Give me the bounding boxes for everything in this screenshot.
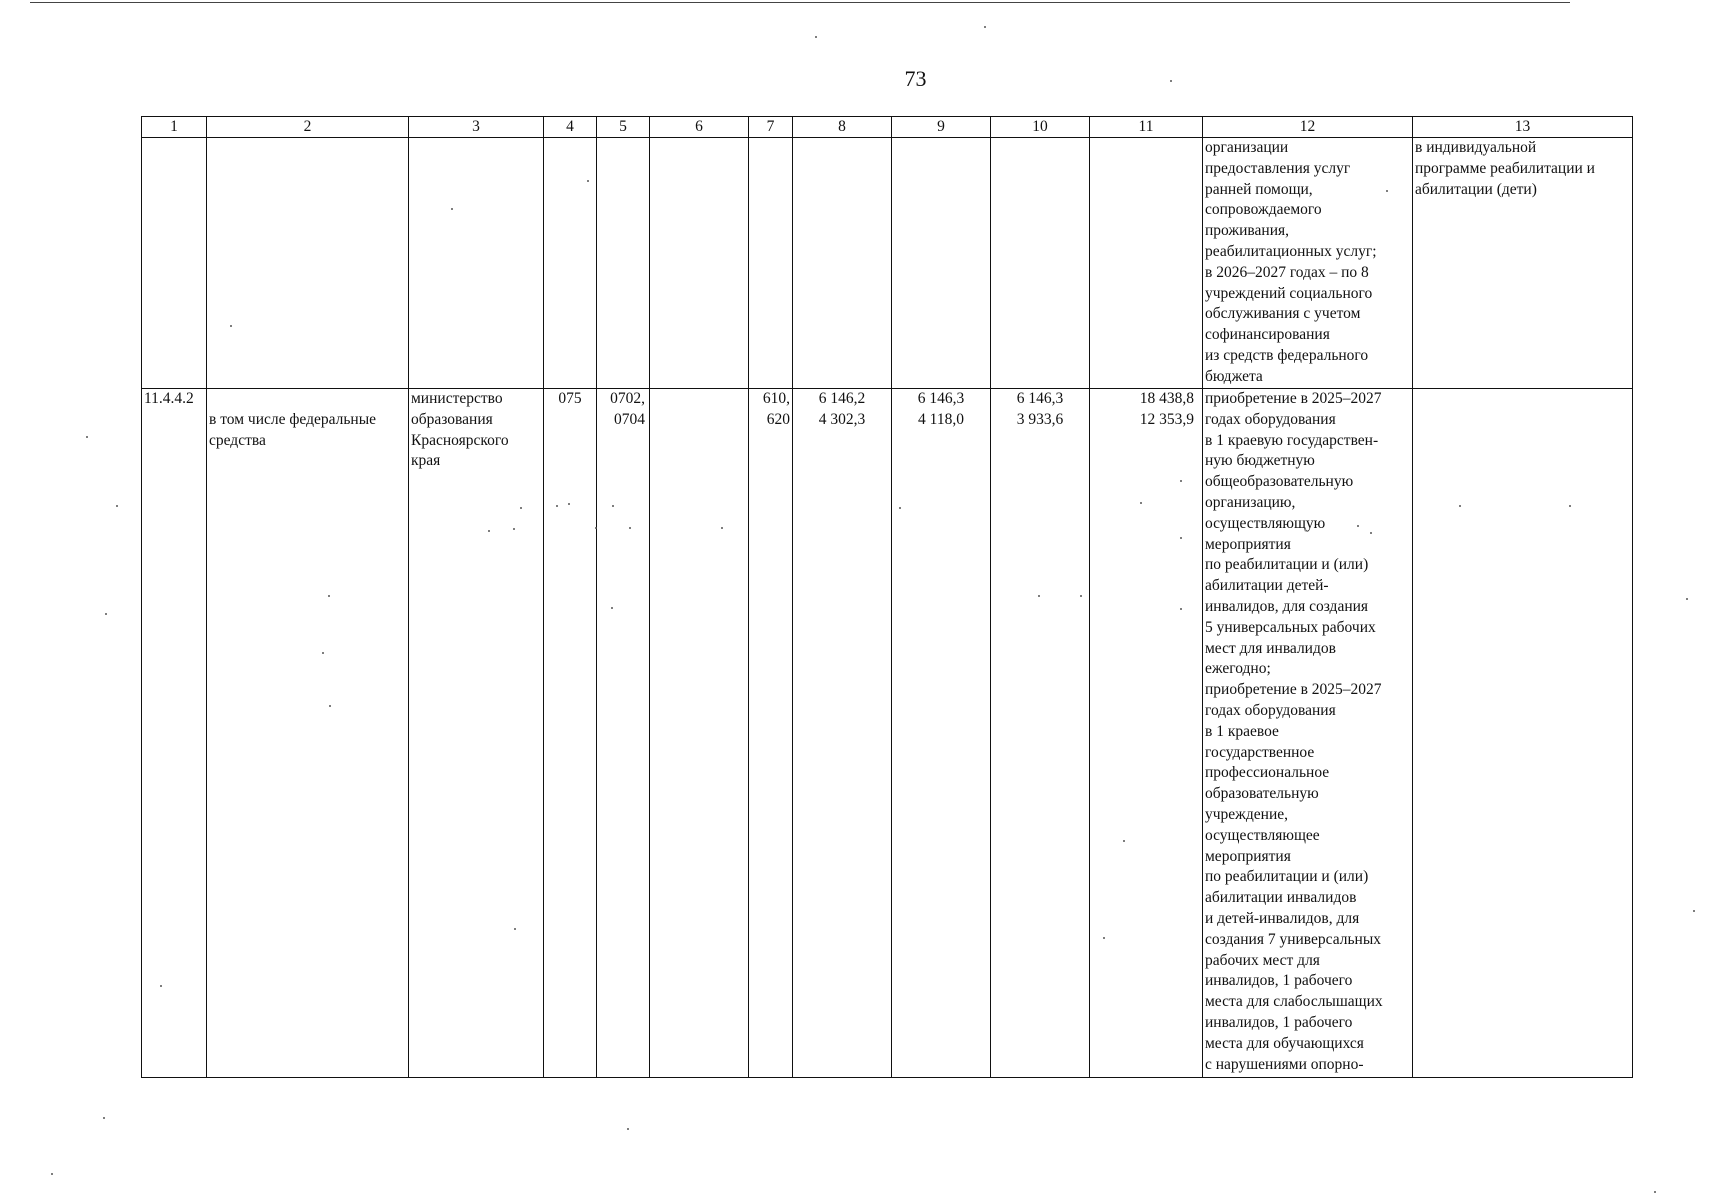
- budget-table: [141, 116, 1633, 1078]
- executor-name: министерство образования Красноярского края: [411, 390, 509, 470]
- column-number: 6: [650, 117, 749, 138]
- amount-total-cell: [1090, 389, 1203, 1078]
- table-cell: [793, 138, 892, 389]
- column-number: 2: [207, 117, 409, 138]
- grbs-code: 075: [558, 390, 582, 407]
- executor-cell: [409, 389, 544, 1078]
- scan-speck: [520, 507, 522, 509]
- scan-speck: [1180, 537, 1182, 539]
- amount-2025-cell: [793, 389, 892, 1078]
- amount-2026-cell: [892, 389, 991, 1078]
- amount-period-total: 18 438,8: [1139, 390, 1194, 407]
- amount-period-federal: 12 353,9: [1139, 410, 1194, 428]
- scan-speck: [322, 652, 324, 654]
- column-number: 3: [409, 117, 544, 138]
- column-number: 5: [597, 117, 650, 138]
- column-number-row: [142, 117, 1633, 138]
- scan-speck: [1693, 910, 1695, 912]
- target-article-cell: [650, 389, 749, 1078]
- scan-speck: [1038, 595, 1040, 597]
- scan-speck: [1386, 190, 1388, 192]
- scan-speck: [612, 505, 614, 507]
- page-number: 73: [904, 66, 927, 91]
- scan-speck: [86, 436, 88, 438]
- scan-speck: [627, 1128, 629, 1130]
- scan-speck: [1459, 505, 1461, 507]
- scan-speck: [1103, 937, 1105, 939]
- scan-speck: [1654, 1191, 1656, 1193]
- amount-2026-total: 6 146,3: [917, 390, 965, 407]
- scan-speck: [611, 607, 613, 609]
- section-code: 0702, 0704: [610, 390, 645, 428]
- table-cell: [991, 138, 1090, 389]
- indicator-cell: [1413, 389, 1633, 1078]
- scan-speck: [488, 530, 490, 532]
- scan-speck: [230, 325, 232, 327]
- result-description-text: приобретение в 2025–2027 годах оборудования в 1 краевую государствен- ную бюджетную общеобразовательную организацию, осуществляющую мероприятия по реабилитации и (или) абилитации детей- инвалидов, для создания 5 универсальных рабочих мест для инвалидов ежегодно; приобретение в 2025–2027 годах оборудования в 1 краевое государственное профессиональное образовательную учреждение, осуществляющее мероприятия по реабилитации и (или) абилитации инвалидов и детей-инвалидов, для создания 7 универсальных рабочих мест для инвалидов, 1 рабочего места для слабослышащих инвалидов, 1 рабочего места для обучающихся с нарушениями опорно-: [1205, 390, 1383, 1073]
- result-description-cell: [1203, 389, 1413, 1078]
- scan-speck: [815, 36, 817, 38]
- scan-speck: [556, 505, 558, 507]
- scan-speck: [329, 705, 331, 707]
- scan-speck: [451, 208, 453, 210]
- table-cell: [597, 138, 650, 389]
- scan-speck: [1170, 80, 1172, 82]
- scan-speck: [1686, 598, 1688, 600]
- row-number-cell: [142, 389, 207, 1078]
- table-row-continuation: [142, 138, 1633, 389]
- scan-speck: [51, 1173, 53, 1175]
- column-number: 10: [991, 117, 1090, 138]
- scan-speck: [587, 180, 589, 182]
- table-cell: [207, 138, 409, 389]
- scan-speck: [899, 507, 901, 509]
- scan-speck: [595, 527, 597, 529]
- scan-speck: [629, 527, 631, 529]
- amount-2025-total: 6 146,2: [818, 390, 866, 407]
- scan-speck: [1080, 595, 1082, 597]
- top-rule: [30, 2, 1570, 3]
- indicator-cell: [1413, 138, 1633, 389]
- column-number: 12: [1203, 117, 1413, 138]
- table-cell: [650, 138, 749, 389]
- column-number: 7: [749, 117, 793, 138]
- result-description-text: организации предоставления услуг ранней помощи, сопровождаемого проживания, реабилитационных услуг; в 2026–2027 годах – по 8 учреждений социального обслуживания с учетом софинансирования из средств федерального бюджета: [1205, 139, 1377, 385]
- scan-speck: [1123, 840, 1125, 842]
- column-number: 9: [892, 117, 991, 138]
- table-row-11-4-4-2: [142, 389, 1633, 1078]
- amount-2027-cell: [991, 389, 1090, 1078]
- scan-speck: [1180, 608, 1182, 610]
- expense-type-cell: [749, 389, 793, 1078]
- grbs-code-cell: [544, 389, 597, 1078]
- scan-speck: [1180, 480, 1182, 482]
- scan-speck: [1140, 502, 1142, 504]
- scan-speck: [1370, 532, 1372, 534]
- scan-speck: [116, 505, 118, 507]
- scan-speck: [984, 26, 986, 28]
- scan-speck: [328, 595, 330, 597]
- scan-speck: [160, 985, 162, 987]
- table-cell: [544, 138, 597, 389]
- amount-2026-federal: 4 118,0: [918, 410, 964, 428]
- scan-speck: [105, 613, 107, 615]
- scan-speck: [1569, 505, 1571, 507]
- measure-name-cell: [207, 389, 409, 1078]
- indicator-text: в индивидуальной программе реабилитации и абилитации (дети): [1415, 139, 1595, 198]
- column-number: 13: [1413, 117, 1633, 138]
- column-number: 4: [544, 117, 597, 138]
- amount-2027-federal: 3 933,6: [1016, 410, 1064, 428]
- scan-speck: [721, 527, 723, 529]
- column-number: 8: [793, 117, 892, 138]
- measure-name: в том числе федеральные средства: [209, 410, 377, 449]
- table-cell: [1090, 138, 1203, 389]
- expense-type: 610, 620: [762, 390, 790, 428]
- table-cell: [409, 138, 544, 389]
- result-description-cell: [1203, 138, 1413, 389]
- scan-speck: [1357, 525, 1359, 527]
- table-cell: [749, 138, 793, 389]
- scan-speck: [513, 528, 515, 530]
- column-number: 11: [1090, 117, 1203, 138]
- row-number: 11.4.4.2: [144, 390, 194, 407]
- amount-2025-federal: 4 302,3: [818, 410, 866, 428]
- scan-speck: [103, 1117, 105, 1119]
- table-cell: [892, 138, 991, 389]
- table-cell: [142, 138, 207, 389]
- scan-speck: [568, 503, 570, 505]
- scan-speck: [514, 928, 516, 930]
- column-number: 1: [142, 117, 207, 138]
- amount-2027-total: 6 146,3: [1016, 390, 1064, 407]
- section-code-cell: [597, 389, 650, 1078]
